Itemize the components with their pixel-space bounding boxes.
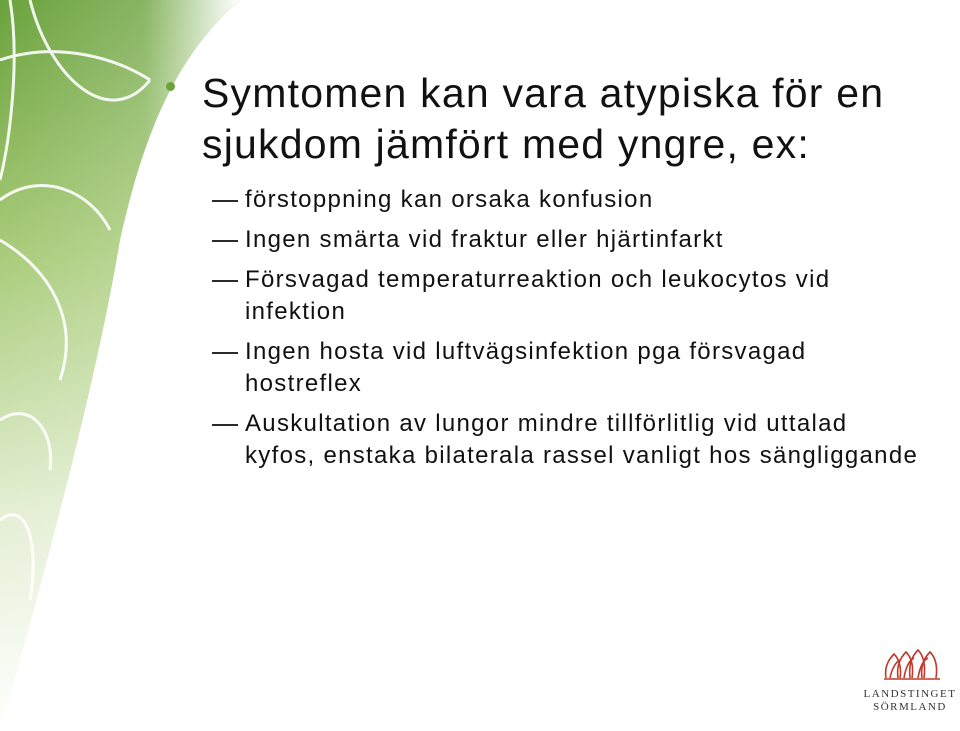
dash-icon [212,352,238,354]
list-item [160,336,920,400]
list-item [160,184,920,216]
list-item [160,264,920,328]
list-item-text: Försvagad temperaturreaktion och leukocytos vid infektion [245,266,831,325]
bullet-dot-icon [166,82,175,91]
list-item-text: Auskultation av lungor mindre tillförlitlig vid uttalad kyfos, enstaka bilaterala rassel vanligt hos sängliggande [245,410,919,469]
list-item-text: förstoppning kan orsaka konfusion [245,186,654,213]
dash-icon [212,200,238,202]
logo-text-line1: LANDSTINGET [863,688,957,700]
slide-heading: Symtomen kan vara atypiska för en sjukdom jämfört med yngre, ex: [202,70,885,167]
logo-text-line2: SÖRMLAND [873,701,947,713]
symptom-list [160,184,920,472]
landstinget-logo [860,648,960,718]
list-item-text: Ingen hosta vid luftvägsinfektion pga försvagad hostreflex [245,338,807,397]
slide-content [160,68,920,480]
dash-icon [212,280,238,282]
list-item-text: Ingen smärta vid fraktur eller hjärtinfarkt [245,226,724,253]
list-item [160,224,920,256]
main-bullet [160,68,920,170]
dash-icon [212,424,238,426]
dash-icon [212,240,238,242]
list-item [160,408,920,472]
tulip-crown-logo-icon [882,648,942,682]
